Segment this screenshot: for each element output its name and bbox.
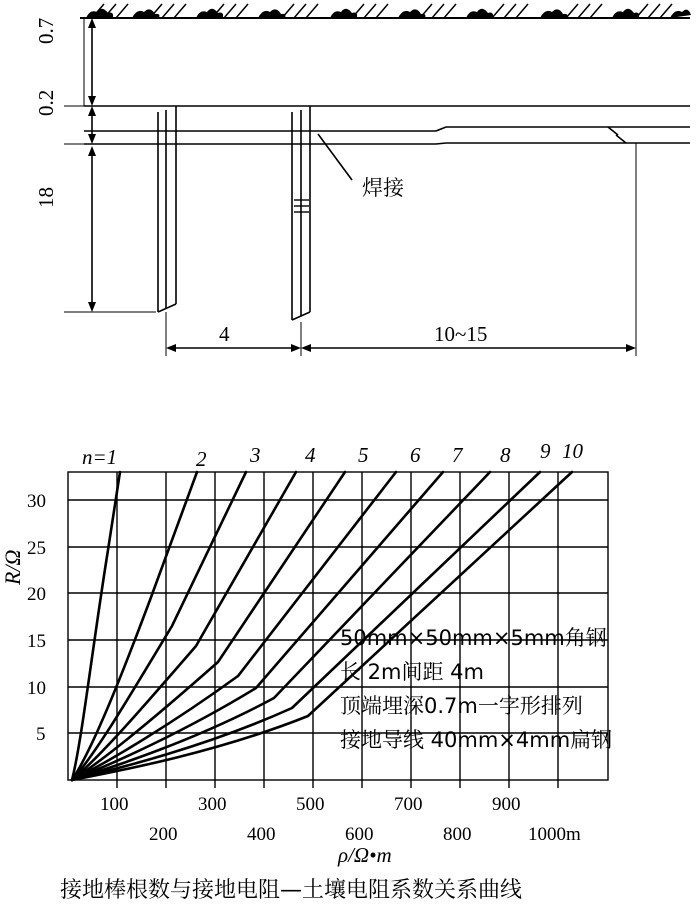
xtick-300: 300 [198, 794, 227, 815]
ytick-30: 30 [27, 491, 46, 512]
xtick-1000m: 1000m [528, 824, 581, 845]
ytick-5: 5 [36, 724, 46, 745]
chart-svg [0, 400, 698, 916]
note-line-3: 顶端埋深0.7m一字形排列 [340, 694, 583, 718]
curve-label-9: 9 [540, 439, 551, 463]
curve-n3 [72, 472, 246, 780]
xtick-400: 400 [247, 824, 276, 845]
xtick-500: 500 [296, 794, 325, 815]
curve-label-7: 7 [452, 443, 463, 467]
ytick-10: 10 [27, 678, 46, 699]
curve-label-4: 4 [305, 443, 316, 467]
xtick-800: 800 [443, 824, 472, 845]
installation-svg [0, 0, 698, 400]
dim-label-depth-band: 0.2 [34, 89, 58, 116]
dim-label-spacing-rods: 4 [219, 322, 230, 346]
ytick-25: 25 [27, 538, 46, 559]
curve-label-2: 2 [196, 447, 207, 471]
xtick-200: 200 [149, 824, 178, 845]
figure-caption: 接地棒根数与接地电阻—土壤电阻系数关系曲线 [60, 878, 523, 903]
dim-label-rod-length: 18 [34, 187, 58, 208]
note-line-4: 接地导线 40mm×4mm扁钢 [340, 728, 613, 752]
curve-label-10: 10 [562, 439, 583, 463]
resistance-curve-chart [0, 400, 698, 916]
note-line-2: 长 2m间距 4m [340, 660, 484, 684]
curve-label-n1: n=1 [82, 445, 118, 469]
xtick-700: 700 [394, 794, 423, 815]
x-axis-label: ρ/Ω•m [338, 843, 392, 867]
curve-label-6: 6 [410, 443, 421, 467]
xtick-900: 900 [492, 794, 521, 815]
curve-label-5: 5 [358, 443, 369, 467]
xtick-600: 600 [345, 824, 374, 845]
weld-callout-label: 焊接 [362, 176, 404, 200]
dim-label-spacing-run: 10~15 [434, 322, 488, 346]
curve-label-8: 8 [500, 443, 511, 467]
grounding-installation-figure [0, 0, 698, 400]
ytick-20: 20 [27, 584, 46, 605]
xtick-100: 100 [100, 794, 129, 815]
y-axis-label: R/Ω [0, 549, 25, 585]
dim-label-depth-top: 0.7 [34, 17, 58, 44]
curve-label-3: 3 [250, 443, 261, 467]
note-line-1: 50mm×50mm×5mm角钢 [340, 626, 607, 650]
ytick-15: 15 [27, 631, 46, 652]
